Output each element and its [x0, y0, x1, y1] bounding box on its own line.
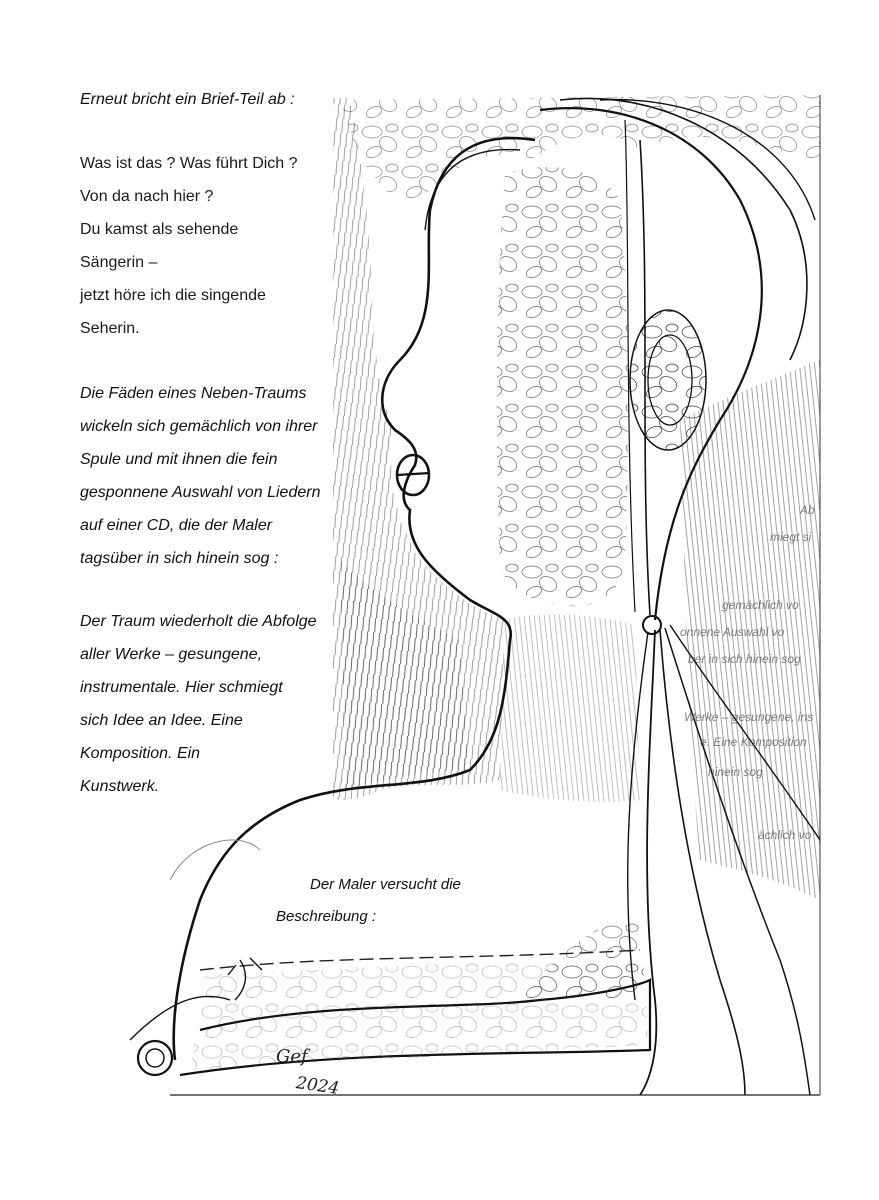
- verse-line: Du kamst als sehende: [80, 221, 239, 238]
- paragraph-line: Die Fäden eines Neben-Traums: [80, 385, 307, 402]
- paragraph-line: Kunstwerk.: [80, 778, 160, 795]
- ghost-text: miegt si: [770, 530, 812, 544]
- paragraph-line: aller Werke – gesungene,: [80, 646, 263, 663]
- paragraph-line: instrumentale. Hier schmiegt: [80, 679, 283, 696]
- caption-line: Der Maler versucht die: [310, 876, 461, 893]
- hand-knot: [138, 1041, 172, 1075]
- ghost-text: ber in sich hinein sog: [688, 652, 801, 666]
- ghost-text: Ab: [800, 503, 815, 517]
- verse-line: Seherin.: [80, 320, 140, 337]
- caption-block: [276, 869, 461, 933]
- artist-signature: Gef: [276, 1046, 308, 1067]
- paragraph-three: [80, 605, 317, 803]
- heading-line: Erneut bricht ein Brief-Teil ab :: [80, 91, 295, 108]
- paragraph-line: Der Traum wiederholt die Abfolge: [80, 613, 317, 630]
- verse-line: Was ist das ? Was führt Dich ?: [80, 155, 298, 172]
- caption-line: Beschreibung :: [276, 908, 377, 925]
- paragraph-two: [80, 377, 320, 575]
- verse-block: [80, 147, 298, 345]
- paragraph-line: tagsüber in sich hinein sog :: [80, 550, 279, 567]
- verse-line: Sängerin –: [80, 254, 158, 271]
- paragraph-line: wickeln sich gemächlich von ihrer: [80, 418, 318, 435]
- node-circle: [643, 616, 661, 634]
- verse-line: jetzt höre ich die singende: [80, 287, 266, 304]
- ghost-text: gemächlich vo: [722, 598, 799, 612]
- paragraph-line: auf einer CD, die der Maler: [80, 517, 273, 534]
- paragraph-line: Spule und mit ihnen die fein: [80, 451, 278, 468]
- heading-text: [80, 83, 295, 116]
- ghost-text: onnene Auswahl vo: [680, 625, 785, 639]
- signature-year: 2024: [294, 1073, 341, 1099]
- ghost-text: ächlich vo: [758, 828, 812, 842]
- verse-line: Von da nach hier ?: [80, 188, 214, 205]
- neck-scribble: [500, 615, 640, 802]
- ghost-text: hinein sog: [708, 765, 763, 779]
- paragraph-line: Komposition. Ein: [80, 745, 201, 762]
- ghost-text: e. Eine Komposition: [700, 735, 807, 749]
- paragraph-line: gesponnene Auswahl von Liedern: [80, 484, 321, 501]
- paragraph-line: sich Idee an Idee. Eine: [80, 712, 243, 729]
- ghost-text: Werke – gesungene, ins: [684, 710, 814, 724]
- head-scribble: [497, 167, 629, 606]
